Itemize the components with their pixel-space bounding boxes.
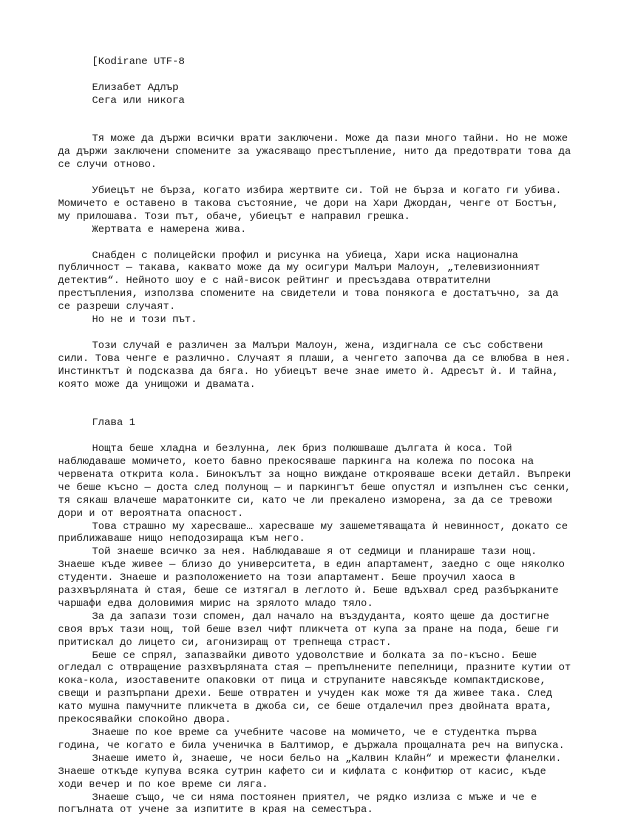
blurb-paragraph: Снабден с полицейски профил и рисунка на убиеца, Хари иска национална публичност — такава, каквато може да му осигури Малъри Малоун, „телевизионният детектив“. Нейното шоу е с най-висок рейтинг и пресъздава отвратителни престъпления, използва спомените на свидетели и това понякога е достатъчно, за да се разреши случаят. [58,249,559,314]
chapter-paragraph: Той знаеше всичко за нея. Наблюдаваше я от седмици и планираше тази нощ. Знаеше къде живее — близо до университета, в един апартамент, заедно с още няколко студенти. Знаеше и разположението на този апартамент. Беше проучил хаоса в разхвърляната ѝ стая, беше се изтягал в леглото ѝ. Беше вдъхвал сред разбърканите чаршафи едва доловимия мирис на зрялото младо тяло. [58,546,565,610]
blurb-paragraph: Убиецът не бърза, когато избира жертвите си. Той не бърза и когато ги убива. Момичето е оставено в такова състояние, че дори на Хари Джордан, ченге от Бостън, му прилошава. Този път, обаче, убиецът е направил грешка. [58,185,562,223]
chapter-paragraph: За да запази този спомен, дал начало на въздуданта, която щеше да достигне своя връх тази нощ, той беше взел чифт пликчета от купа за пране на пода, беше ги притискал до лицето си, агонизиращ от трепнеща страст. [58,610,559,649]
blurb-paragraph: Тя може да държи всички врати заключени. Може да пази много тайни. Но не може да държи заключени спомените за ужасяващо престъпление, нито да предотврати това да се случи отново. [58,133,571,172]
chapter-paragraph: Знаеше също, че си няма постоянен приятел, че рядко излиза с мъже и че е погълната от учене за изпитите в края на семестъра. [58,791,537,817]
blurb-paragraph: Но не и този път. [92,314,198,327]
chapter-paragraph: Знаеше името ѝ, знаеше, че носи бельо на „Калвин Клайн“ и мрежести фланелки. Знаеше откъде купува всяка сутрин кафето си и кифлата с конфитюр от касис, къде ходи вечер и по кое време си ляга. [58,752,562,791]
chapter-paragraph: Това страшно му харесваше… харесваше му зашеметяващата ѝ невинност, докато се приближаваше нищо неподозираща към него. [58,520,568,546]
encoding-line: [Kodirane UTF-8 [92,56,185,68]
book-title: Сега или никога [92,94,185,107]
chapter-paragraph: Беше се спрял, запазвайки дивото удоволствие и болката за по-късно. Беше огледал с отвращение разхвърляната стая — препълнените пепелници, празните кутии от кока-кола, изоставените опаковки от пица и струпаните навсякъде компактдискове, свещи и разпърпани дрехи. Беше отвратен и учуден как може тя да живее така. След като мушна памучните пликчета в джоба си, се беше отдалечил през двойната врата, прекосявайки спокойно двора. [58,649,571,727]
chapter-heading: Глава 1 [92,417,136,430]
author-name: Елизабет Адлър [92,81,179,94]
chapter-paragraph: Нощта беше хладна и безлунна, лек бриз полюшваше дългата ѝ коса. Той наблюдаваше момичето, което бавно прекосяваше паркинга на колежа по посока на червената открита кола. Бинокълът за нощно виждане открояваше всеки детайл. Въпреки че беше късно — доста след полунощ — и паркингът беше опустял и изпълнен със сенки, тя сякаш влачеше маратонките си, като че ли прекалено изморена, за да се тревожи дори и от вероятната опасност. [58,443,571,520]
document-body [58,56,578,817]
chapter-paragraph: Знаеше по кое време са учебните часове на момичето, че е студентка първа година, че когато е била ученичка в Балтимор, е държала прощалната реч на випуска. [58,727,565,752]
blurb-paragraph: Този случай е различен за Малъри Малоун, жена, издигнала се със собствени сили. Това ченге е различно. Случаят я плаши, а ченгето започва да се влюбва в нея. Инстинктът ѝ подсказва да бяга. Но убиецът вече знае името ѝ. Адресът ѝ. И тайна, която може да унищожи и двамата. [58,339,571,391]
blurb-paragraph: Жертвата е намерена жива. [92,223,247,236]
